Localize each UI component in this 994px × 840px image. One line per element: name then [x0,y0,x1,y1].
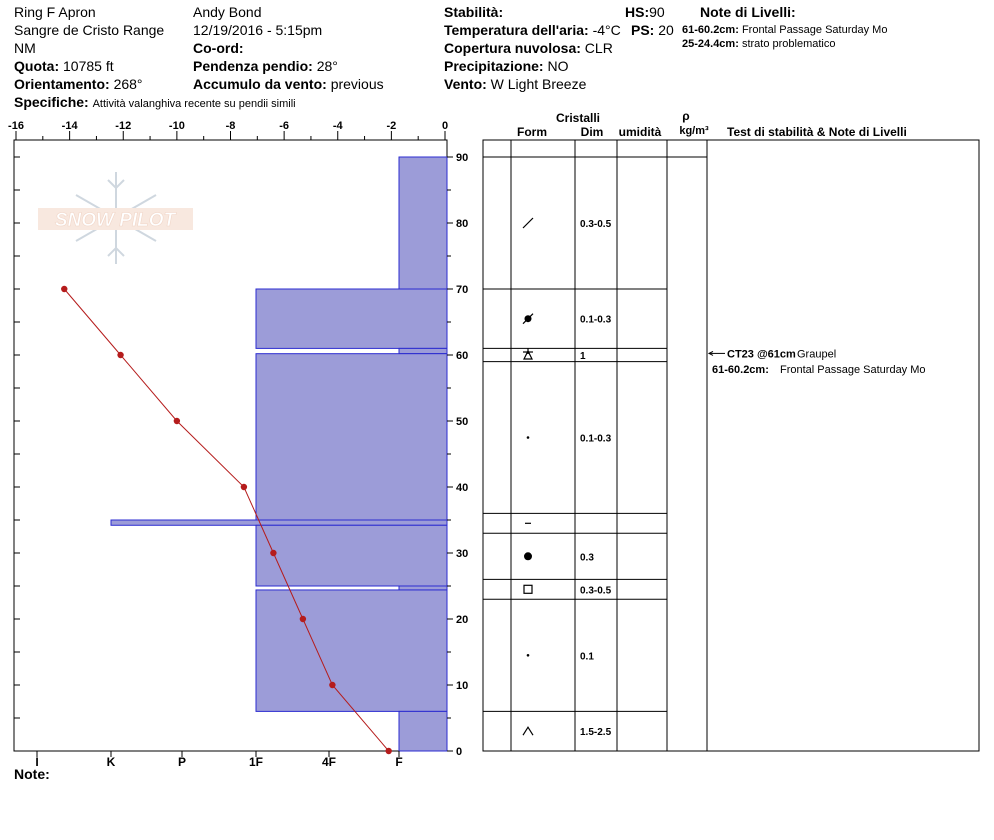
temp-tick-label: -14 [61,120,78,132]
faceted-icon [524,585,532,593]
hardness-bar [399,157,447,289]
hardness-bar [256,590,447,711]
hardness-tick-label: I [35,755,39,769]
hardness-tick-label: P [177,755,187,769]
aspect: Orientamento: 268° [14,76,143,92]
air-temperature: Temperatura dell'aria: -4°C [444,22,621,38]
temperature-point [300,616,306,622]
height-tick-label: 80 [456,218,469,230]
moisture-header: umidità [618,125,662,139]
small-grain-icon [527,654,530,657]
grain-size-label: 0.3-0.5 [580,585,612,597]
small-grain-icon [527,436,530,439]
elevation: Quota: 10785 ft [14,58,114,74]
watermark-text: SNOW PILOT [54,210,176,231]
wind: Vento: W Light Breeze [444,76,587,92]
tests-header: Test di stabilità & Note di Livelli [727,125,907,139]
melt-freeze-icon [523,314,533,324]
height-tick-label: 30 [456,548,469,560]
hardness-tick-label: K [106,755,116,769]
grain-size-label: 1 [580,351,586,362]
temp-tick-label: -10 [168,120,185,132]
slope: Pendenza pendio: 28° [193,58,338,74]
temp-tick-label: -8 [225,120,236,132]
temperature-point [61,286,67,292]
grain-size-label: 0.3-0.5 [580,219,612,230]
grain-size-label: 0.1-0.3 [580,433,612,445]
height-tick-label: 90 [456,152,469,164]
datetime: 12/19/2016 - 5:15pm [193,22,323,38]
stability-label: Stabilità: [444,4,504,20]
height-tick-label: 70 [456,284,469,296]
layer-note-1: 61-60.2cm: Frontal Passage Saturday Mo [682,24,888,36]
state: NM [14,40,36,56]
sky-cover: Copertura nuvolosa: CLR [444,40,613,56]
temp-tick-label: -6 [279,120,290,132]
decomposing-fragments-icon [523,218,533,228]
temp-tick-label: -16 [8,120,24,132]
layer-note-2: 25-24.4cm: strato problematico [682,38,836,50]
temperature-point [385,748,391,754]
temp-tick-label: -12 [115,120,132,132]
hardness-bar [111,520,447,525]
ps: PS: 20 [631,22,674,38]
height-tick-label: 20 [456,614,469,626]
grain-size-label: 1.5-2.5 [580,727,612,739]
note-label: Note: [14,766,50,782]
test-result: CT23 @61cm [727,348,796,361]
layer-note-range: 61-60.2cm: [712,364,769,376]
layer-notes-title: Note di Livelli: [700,4,796,20]
hardness-bar [399,586,447,590]
hs: HS:90 [625,4,665,20]
temp-tick-label: -4 [332,120,343,132]
temperature-point [329,682,335,688]
specifics: Specifiche: Attività valanghiva recente su pendii simili [14,94,296,110]
temp-tick-label: 0 [441,120,449,132]
hardness-tick-label: F [395,755,403,769]
height-tick-label: 50 [456,416,469,428]
height-tick-label: 10 [456,680,469,692]
form-header: Form [517,125,547,139]
rho-header: ρ [682,109,690,123]
hardness-bar [256,525,447,586]
height-tick-label: 40 [456,482,469,494]
depth-hoar-icon [523,727,533,735]
temperature-point [174,418,180,424]
density-unit-header: kg/m³ [679,125,709,137]
crystal-table-frame [483,140,979,751]
temperature-point [241,484,247,490]
temp-tick-label: -2 [386,120,397,132]
grain-size-label: 0.3 [580,552,594,564]
coord-label: Co-ord: [193,40,244,56]
location-name: Ring F Apron [14,4,96,20]
height-tick-label: 0 [456,746,463,758]
wind-loading: Accumulo da vento: previous [193,76,384,92]
mountain-range: Sangre de Cristo Range [14,22,165,38]
layer-note-text: Frontal Passage Saturday Mo [780,364,926,376]
temperature-point [117,352,123,358]
hardness-bar [256,289,447,348]
crystals-header: Cristalli [555,111,601,125]
height-tick-label: 60 [456,350,469,362]
graupel-icon [523,348,533,359]
dim-header: Dim [580,125,604,139]
observer: Andy Bond [193,4,262,20]
hardness-tick-label: 4F [321,755,337,769]
grain-size-label: 0.1-0.3 [580,314,612,326]
temperature-point [270,550,276,556]
hardness-bar [256,354,447,520]
hardness-bar [399,348,447,353]
hardness-tick-label: 1F [248,755,264,769]
rounded-grain-icon [524,552,532,560]
height-axis [447,152,468,758]
hardness-bar [399,711,447,751]
hardness-axis [35,751,402,769]
test-note: Graupel [797,348,837,361]
precipitation: Precipitazione: NO [444,58,569,74]
grain-size-label: 0.1 [580,651,594,663]
crystal-layers [483,157,707,738]
stability-tests [709,348,926,376]
